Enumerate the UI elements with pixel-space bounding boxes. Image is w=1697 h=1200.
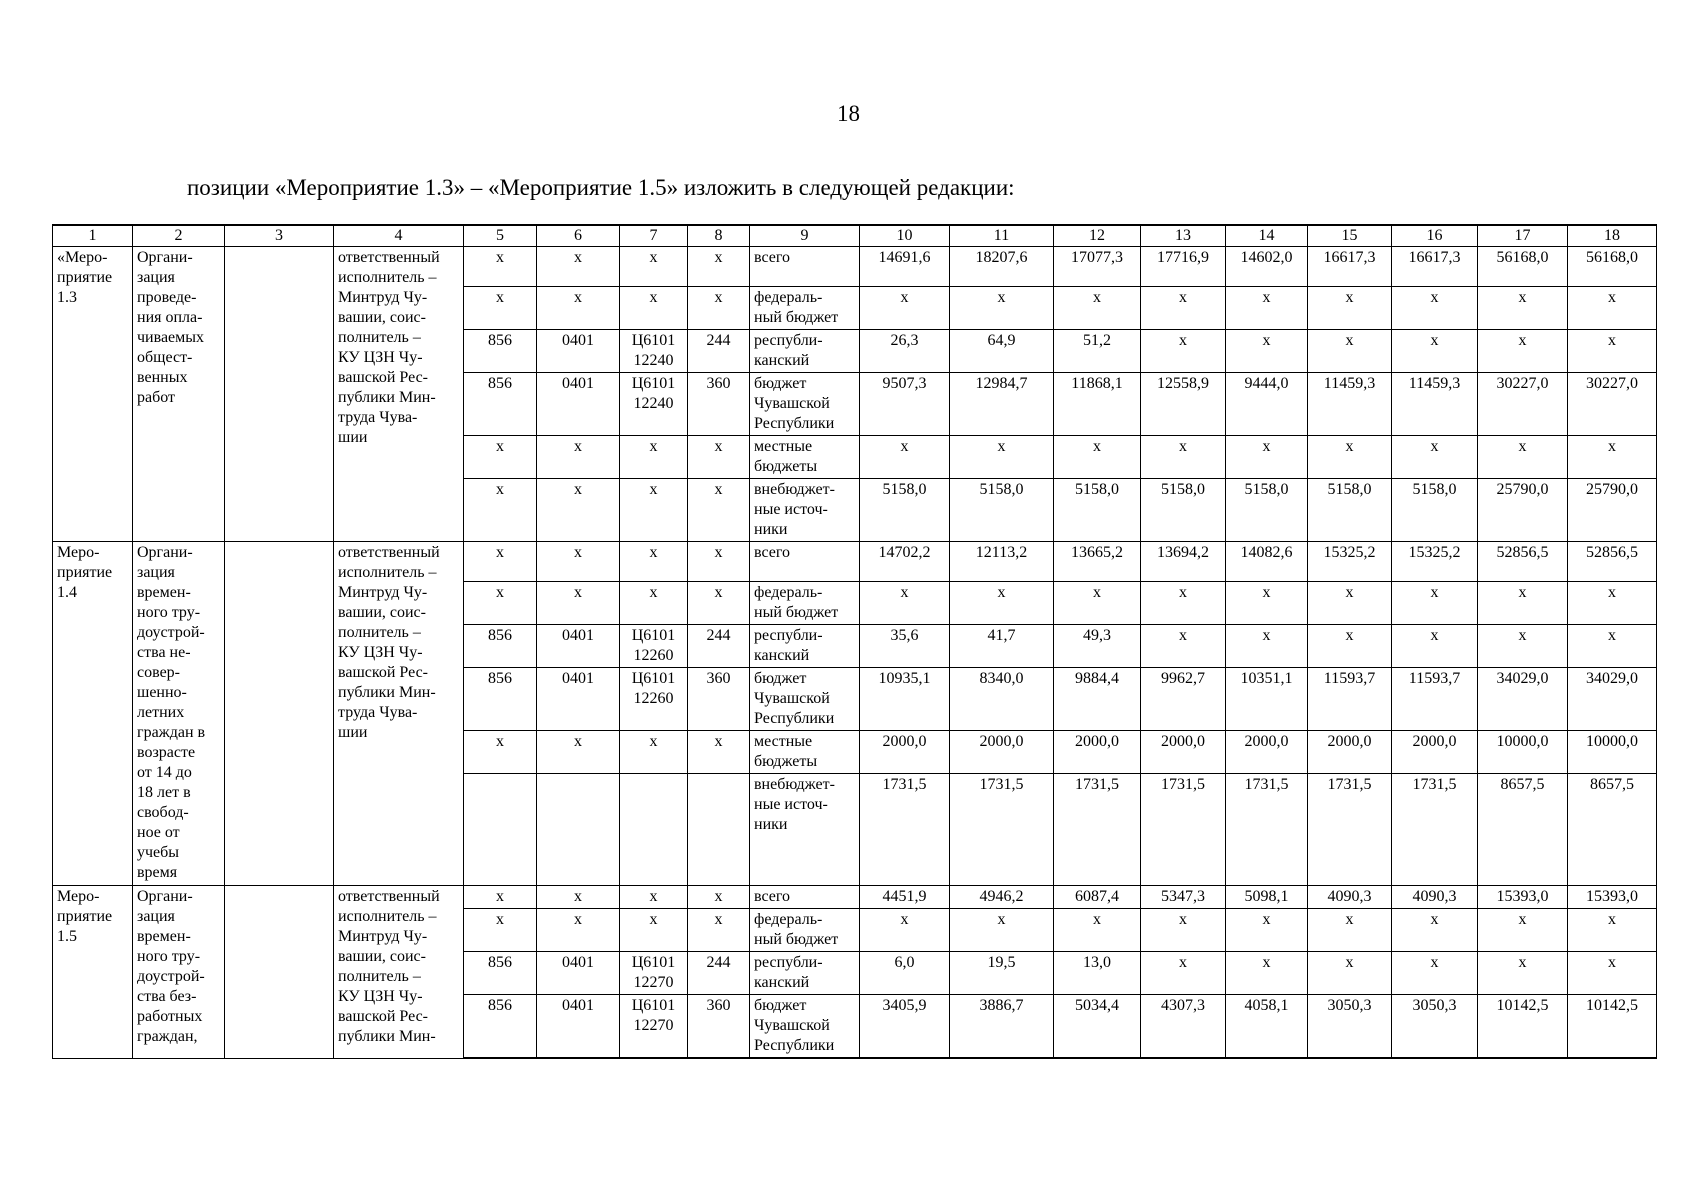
source-cell: местные бюджеты	[750, 731, 860, 774]
code-cell	[688, 774, 750, 886]
value-cell: х	[1392, 952, 1478, 995]
header-cell: 10	[860, 225, 950, 247]
value-cell: 12984,7	[950, 373, 1054, 436]
code-cell: Ц6101 12270	[620, 952, 688, 995]
value-cell: х	[1226, 330, 1308, 373]
value-cell: х	[1054, 582, 1141, 625]
value-cell: х	[1478, 287, 1568, 330]
code-cell: Ц6101 12240	[620, 373, 688, 436]
value-cell: 9962,7	[1141, 668, 1226, 731]
table-row	[53, 886, 1657, 909]
code-cell: х	[537, 436, 620, 479]
event-name: Органи- зация времен- ного тру- доустрой- ства без- работных граждан,	[133, 886, 225, 1059]
value-cell: х	[1568, 909, 1657, 952]
code-cell: х	[620, 731, 688, 774]
value-cell: х	[1478, 625, 1568, 668]
value-cell: 41,7	[950, 625, 1054, 668]
value-cell: х	[1568, 625, 1657, 668]
source-cell: бюджет Чувашской Республики	[750, 668, 860, 731]
value-cell: 2000,0	[860, 731, 950, 774]
column-3-cell	[225, 886, 334, 1059]
value-cell: 13694,2	[1141, 542, 1226, 582]
code-cell: х	[688, 287, 750, 330]
value-cell: 5347,3	[1141, 886, 1226, 909]
budget-table	[52, 224, 1657, 1059]
value-cell: 3050,3	[1392, 995, 1478, 1059]
source-cell: федераль- ный бюджет	[750, 287, 860, 330]
value-cell: 5158,0	[950, 479, 1054, 542]
value-cell: х	[950, 436, 1054, 479]
source-cell: бюджет Чувашской Республики	[750, 373, 860, 436]
value-cell: 15393,0	[1568, 886, 1657, 909]
value-cell: 5158,0	[1141, 479, 1226, 542]
value-cell: х	[1226, 625, 1308, 668]
page-number: 18	[837, 101, 860, 126]
value-cell: х	[1308, 909, 1392, 952]
code-cell: х	[464, 909, 537, 952]
value-cell: х	[860, 436, 950, 479]
code-cell: Ц6101 12240	[620, 330, 688, 373]
event-label: «Меро- приятие 1.3	[53, 247, 133, 542]
value-cell: 11459,3	[1392, 373, 1478, 436]
value-cell: х	[1392, 436, 1478, 479]
value-cell: х	[1478, 952, 1568, 995]
value-cell: 5098,1	[1226, 886, 1308, 909]
code-cell: х	[464, 287, 537, 330]
value-cell: 15325,2	[1392, 542, 1478, 582]
header-cell: 3	[225, 225, 334, 247]
header-cell: 17	[1478, 225, 1568, 247]
value-cell: 6,0	[860, 952, 950, 995]
value-cell: 2000,0	[950, 731, 1054, 774]
value-cell: 1731,5	[1226, 774, 1308, 886]
code-cell: Ц6101 12270	[620, 995, 688, 1059]
event-name: Органи- зация проведе- ния опла- чиваемых общест- венных работ	[133, 247, 225, 542]
value-cell: х	[1226, 909, 1308, 952]
value-cell: х	[1226, 436, 1308, 479]
value-cell: 2000,0	[1054, 731, 1141, 774]
value-cell: 30227,0	[1568, 373, 1657, 436]
value-cell: х	[1568, 952, 1657, 995]
code-cell: х	[688, 909, 750, 952]
value-cell: 3886,7	[950, 995, 1054, 1059]
code-cell: х	[464, 731, 537, 774]
value-cell: 1731,5	[1392, 774, 1478, 886]
value-cell: х	[1141, 952, 1226, 995]
code-cell: х	[620, 247, 688, 287]
code-cell: х	[688, 479, 750, 542]
header-cell: 13	[1141, 225, 1226, 247]
column-3-cell	[225, 247, 334, 542]
value-cell: 17716,9	[1141, 247, 1226, 287]
source-cell: всего	[750, 247, 860, 287]
code-cell: х	[620, 542, 688, 582]
value-cell: х	[1141, 909, 1226, 952]
value-cell: 30227,0	[1478, 373, 1568, 436]
value-cell: 14602,0	[1226, 247, 1308, 287]
code-cell: х	[464, 436, 537, 479]
source-cell: всего	[750, 886, 860, 909]
code-cell: х	[688, 436, 750, 479]
code-cell: х	[464, 582, 537, 625]
value-cell: х	[1392, 330, 1478, 373]
value-cell: х	[1568, 330, 1657, 373]
code-cell: 360	[688, 373, 750, 436]
value-cell: х	[1308, 625, 1392, 668]
code-cell: х	[620, 287, 688, 330]
code-cell: 0401	[537, 952, 620, 995]
value-cell: 34029,0	[1478, 668, 1568, 731]
header-cell: 5	[464, 225, 537, 247]
value-cell: 8657,5	[1568, 774, 1657, 886]
code-cell: х	[620, 582, 688, 625]
value-cell: 35,6	[860, 625, 950, 668]
value-cell: 25790,0	[1568, 479, 1657, 542]
code-cell: 244	[688, 952, 750, 995]
header-cell: 7	[620, 225, 688, 247]
value-cell: 4090,3	[1308, 886, 1392, 909]
value-cell: х	[1568, 287, 1657, 330]
value-cell: 8340,0	[950, 668, 1054, 731]
value-cell: 11868,1	[1054, 373, 1141, 436]
value-cell: 4090,3	[1392, 886, 1478, 909]
value-cell: 2000,0	[1308, 731, 1392, 774]
code-cell: х	[537, 542, 620, 582]
value-cell: 4946,2	[950, 886, 1054, 909]
value-cell: 10142,5	[1568, 995, 1657, 1059]
value-cell: х	[1568, 582, 1657, 625]
source-cell: федераль- ный бюджет	[750, 909, 860, 952]
value-cell: х	[1308, 287, 1392, 330]
value-cell: 1731,5	[1054, 774, 1141, 886]
code-cell: х	[464, 542, 537, 582]
code-cell	[620, 774, 688, 886]
value-cell: х	[1141, 287, 1226, 330]
event-name: Органи- зация времен- ного тру- доустрой- ства не- совер- шенно- летних граждан в возрасте от 14 до 18 лет в свобод- ное от учебы время	[133, 542, 225, 886]
value-cell: х	[1308, 952, 1392, 995]
header-cell: 18	[1568, 225, 1657, 247]
value-cell: 11593,7	[1392, 668, 1478, 731]
code-cell: х	[688, 582, 750, 625]
source-cell: федераль- ный бюджет	[750, 582, 860, 625]
value-cell: 14691,6	[860, 247, 950, 287]
value-cell: х	[1226, 287, 1308, 330]
value-cell: х	[1054, 287, 1141, 330]
value-cell: х	[1054, 436, 1141, 479]
value-cell: 56168,0	[1568, 247, 1657, 287]
code-cell: х	[620, 886, 688, 909]
table-body	[53, 247, 1657, 1059]
value-cell: х	[1392, 582, 1478, 625]
value-cell: х	[950, 909, 1054, 952]
executor-cell: ответственный исполнитель – Минтруд Чу- вашии, соис- полнитель – КУ ЦЗН Чу- вашской Рес- публики Мин-	[334, 886, 464, 1059]
value-cell: 18207,6	[950, 247, 1054, 287]
value-cell: 2000,0	[1226, 731, 1308, 774]
value-cell: 64,9	[950, 330, 1054, 373]
value-cell: х	[1392, 625, 1478, 668]
value-cell: 13,0	[1054, 952, 1141, 995]
value-cell: 10000,0	[1478, 731, 1568, 774]
code-cell: 856	[464, 625, 537, 668]
value-cell: 52856,5	[1478, 542, 1568, 582]
value-cell: 5158,0	[1054, 479, 1141, 542]
event-label: Меро- приятие 1.4	[53, 542, 133, 886]
code-cell: х	[537, 287, 620, 330]
value-cell: х	[1568, 436, 1657, 479]
column-3-cell	[225, 542, 334, 886]
value-cell: 14082,6	[1226, 542, 1308, 582]
code-cell: х	[688, 542, 750, 582]
value-cell: 14702,2	[860, 542, 950, 582]
value-cell: х	[1478, 330, 1568, 373]
header-cell: 9	[750, 225, 860, 247]
value-cell: 1731,5	[1308, 774, 1392, 886]
value-cell: 5034,4	[1054, 995, 1141, 1059]
value-cell: х	[950, 582, 1054, 625]
source-cell: всего	[750, 542, 860, 582]
value-cell: х	[1308, 582, 1392, 625]
header-cell: 14	[1226, 225, 1308, 247]
value-cell: 3405,9	[860, 995, 950, 1059]
code-cell: х	[537, 479, 620, 542]
code-cell: 0401	[537, 373, 620, 436]
code-cell: Ц6101 12260	[620, 625, 688, 668]
code-cell: 856	[464, 995, 537, 1059]
executor-cell: ответственный исполнитель – Минтруд Чу- вашии, соис- полнитель – КУ ЦЗН Чу- вашской Рес- публики Мин- труда Чува- шии	[334, 542, 464, 886]
value-cell: х	[1141, 436, 1226, 479]
code-cell: 244	[688, 330, 750, 373]
value-cell: 11593,7	[1308, 668, 1392, 731]
source-cell: республи- канский	[750, 625, 860, 668]
value-cell: 9884,4	[1054, 668, 1141, 731]
value-cell: 4307,3	[1141, 995, 1226, 1059]
value-cell: х	[860, 909, 950, 952]
value-cell: 1731,5	[1141, 774, 1226, 886]
header-cell: 2	[133, 225, 225, 247]
value-cell: 2000,0	[1141, 731, 1226, 774]
intro-text: позиции «Мероприятие 1.3» – «Мероприятие 1.5» изложить в следующей редакции:	[187, 175, 1015, 200]
code-cell: х	[620, 479, 688, 542]
value-cell: х	[860, 582, 950, 625]
value-cell: 13665,2	[1054, 542, 1141, 582]
value-cell: х	[860, 287, 950, 330]
code-cell: х	[688, 886, 750, 909]
event-label: Меро- приятие 1.5	[53, 886, 133, 1059]
header-cell: 1	[53, 225, 133, 247]
value-cell: 10351,1	[1226, 668, 1308, 731]
code-cell: х	[620, 436, 688, 479]
value-cell: 17077,3	[1054, 247, 1141, 287]
value-cell: 56168,0	[1478, 247, 1568, 287]
code-cell: х	[688, 731, 750, 774]
header-row	[53, 225, 1657, 247]
source-cell: местные бюджеты	[750, 436, 860, 479]
value-cell: 15325,2	[1308, 542, 1392, 582]
value-cell: 6087,4	[1054, 886, 1141, 909]
code-cell: 0401	[537, 625, 620, 668]
value-cell: х	[1308, 330, 1392, 373]
source-cell: внебюджет- ные источ- ники	[750, 774, 860, 886]
code-cell: х	[620, 909, 688, 952]
value-cell: 5158,0	[860, 479, 950, 542]
value-cell: х	[1054, 909, 1141, 952]
value-cell: х	[1226, 952, 1308, 995]
value-cell: х	[1478, 909, 1568, 952]
value-cell: 10935,1	[860, 668, 950, 731]
executor-cell: ответственный исполнитель – Минтруд Чу- вашии, соис- полнитель – КУ ЦЗН Чу- вашской Рес- публики Мин- труда Чува- шии	[334, 247, 464, 542]
value-cell: 15393,0	[1478, 886, 1568, 909]
value-cell: 16617,3	[1392, 247, 1478, 287]
value-cell: 10142,5	[1478, 995, 1568, 1059]
value-cell: 1731,5	[860, 774, 950, 886]
value-cell: 9507,3	[860, 373, 950, 436]
value-cell: 26,3	[860, 330, 950, 373]
header-cell: 16	[1392, 225, 1478, 247]
value-cell: 11459,3	[1308, 373, 1392, 436]
value-cell: 5158,0	[1308, 479, 1392, 542]
header-cell: 15	[1308, 225, 1392, 247]
code-cell: Ц6101 12260	[620, 668, 688, 731]
code-cell: 0401	[537, 330, 620, 373]
code-cell: х	[688, 247, 750, 287]
code-cell: 856	[464, 330, 537, 373]
header-cell: 4	[334, 225, 464, 247]
header-cell: 6	[537, 225, 620, 247]
value-cell: х	[1141, 582, 1226, 625]
source-cell: внебюджет- ные источ- ники	[750, 479, 860, 542]
value-cell: х	[1308, 436, 1392, 479]
value-cell: 34029,0	[1568, 668, 1657, 731]
code-cell: х	[537, 247, 620, 287]
source-cell: бюджет Чувашской Республики	[750, 995, 860, 1059]
value-cell: х	[1392, 909, 1478, 952]
value-cell: 12113,2	[950, 542, 1054, 582]
value-cell: 1731,5	[950, 774, 1054, 886]
value-cell: 4058,1	[1226, 995, 1308, 1059]
code-cell	[464, 774, 537, 886]
code-cell	[537, 774, 620, 886]
value-cell: х	[1141, 330, 1226, 373]
code-cell: 856	[464, 668, 537, 731]
header-cell: 8	[688, 225, 750, 247]
value-cell: 52856,5	[1568, 542, 1657, 582]
value-cell: 3050,3	[1308, 995, 1392, 1059]
code-cell: 244	[688, 625, 750, 668]
code-cell: 0401	[537, 995, 620, 1059]
source-cell: республи- канский	[750, 330, 860, 373]
value-cell: 51,2	[1054, 330, 1141, 373]
value-cell: 19,5	[950, 952, 1054, 995]
code-cell: 360	[688, 995, 750, 1059]
code-cell: х	[537, 731, 620, 774]
code-cell: х	[464, 247, 537, 287]
value-cell: 12558,9	[1141, 373, 1226, 436]
value-cell: 5158,0	[1392, 479, 1478, 542]
value-cell: х	[1478, 436, 1568, 479]
code-cell: х	[537, 886, 620, 909]
table-row	[53, 542, 1657, 582]
value-cell: х	[1392, 287, 1478, 330]
table-row	[53, 247, 1657, 287]
code-cell: 0401	[537, 668, 620, 731]
code-cell: 856	[464, 373, 537, 436]
header-cell: 11	[950, 225, 1054, 247]
code-cell: 856	[464, 952, 537, 995]
value-cell: 4451,9	[860, 886, 950, 909]
code-cell: 360	[688, 668, 750, 731]
code-cell: х	[537, 582, 620, 625]
value-cell: 49,3	[1054, 625, 1141, 668]
value-cell: х	[1226, 582, 1308, 625]
value-cell: х	[950, 287, 1054, 330]
value-cell: 16617,3	[1308, 247, 1392, 287]
value-cell: 9444,0	[1226, 373, 1308, 436]
code-cell: х	[537, 909, 620, 952]
value-cell: 10000,0	[1568, 731, 1657, 774]
value-cell: 2000,0	[1392, 731, 1478, 774]
value-cell: 8657,5	[1478, 774, 1568, 886]
value-cell: х	[1141, 625, 1226, 668]
value-cell: 25790,0	[1478, 479, 1568, 542]
value-cell: 5158,0	[1226, 479, 1308, 542]
header-cell: 12	[1054, 225, 1141, 247]
source-cell: республи- канский	[750, 952, 860, 995]
value-cell: х	[1478, 582, 1568, 625]
code-cell: х	[464, 886, 537, 909]
code-cell: х	[464, 479, 537, 542]
